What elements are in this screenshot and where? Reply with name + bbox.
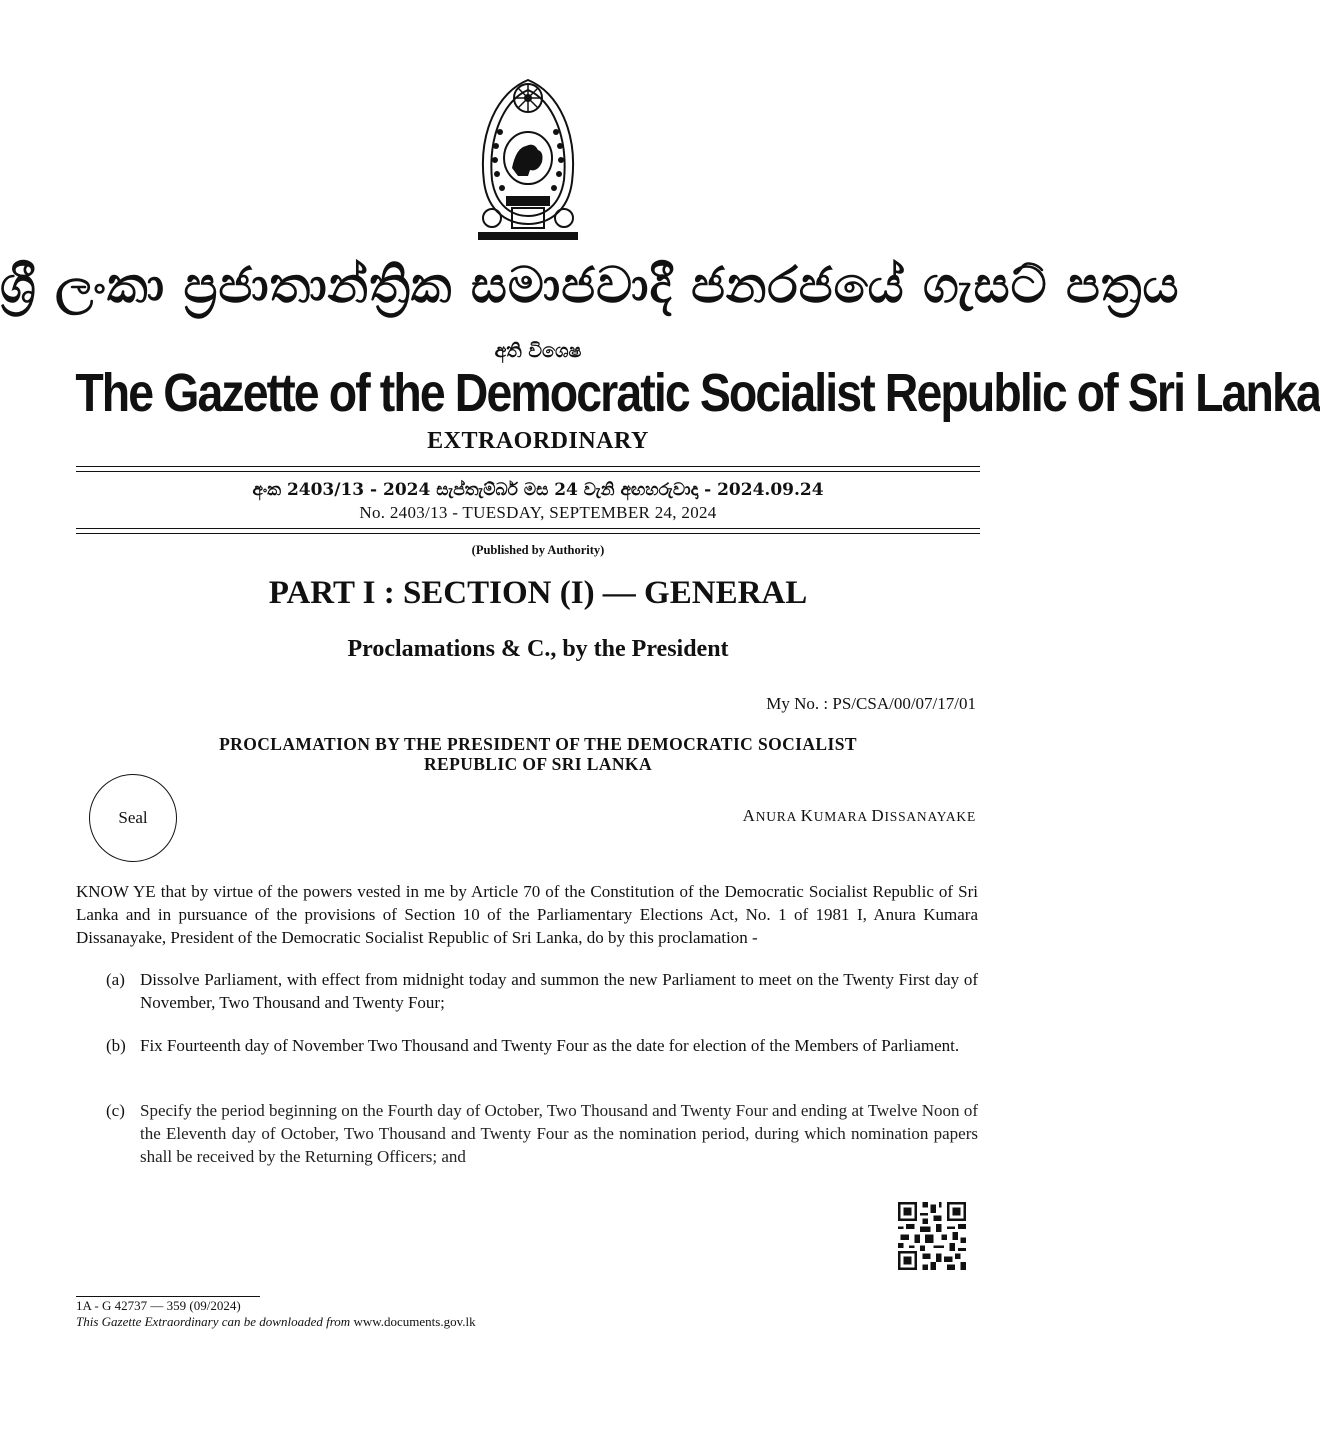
- proclamation-item: [106, 1099, 978, 1168]
- divider: [76, 533, 980, 534]
- qr-code-icon: [898, 1202, 966, 1270]
- gazette-title-sinhala: ශ්‍රී ලංකා ප්‍රජාතාන්ත්‍රික සමාජවාදී ජනරජයේ ගැසට් පත්‍රය: [0, 256, 1180, 314]
- seal-placeholder: [89, 774, 177, 862]
- extraordinary-sinhala: අති විශෙෂ: [494, 340, 582, 362]
- footer-download-text: This Gazette Extraordinary can be downloaded from: [76, 1314, 351, 1329]
- footer-code: 1A - G 42737 — 359 (09/2024): [76, 1298, 241, 1313]
- proclamation-title: [0, 734, 1076, 774]
- divider: [76, 528, 980, 529]
- proclamation-title-line: PROCLAMATION BY THE PRESIDENT OF THE DEMOCRATIC SOCIALIST: [219, 734, 857, 754]
- item-text: Dissolve Parliament, with effect from midnight today and summon the new Parliament to meet on the Twenty First day of November, Two Thousand and Twenty Four;: [140, 970, 978, 1012]
- issue-line-english: No. 2403/13 - TUESDAY, SEPTEMBER 24, 2024: [359, 503, 717, 522]
- extraordinary-label: EXTRAORDINARY: [427, 428, 649, 454]
- item-text: Fix Fourteenth day of November Two Thousand and Twenty Four as the date for election of the Members of Parliament.: [140, 1036, 960, 1055]
- item-text: Specify the period beginning on the Fourth day of October, Two Thousand and Twenty Four and ending at Twelve Noon of the Eleventh day of October, Two Thousand and Twenty Four as the nomination period, during which nomination papers shall be received by the Returning Officers; and: [140, 1101, 978, 1166]
- divider: [76, 466, 980, 467]
- signatory-name: [743, 806, 976, 826]
- footer-divider: [76, 1296, 260, 1297]
- proclamation-item: [106, 1034, 978, 1057]
- reference-number: My No. : PS/CSA/00/07/17/01: [766, 694, 976, 713]
- issue-line-sinhala: අංක 2403/13 - 2024 සැප්තැම්බර් මස 24 වැනි අඟහරුවාදා - 2024.09.24: [252, 480, 824, 500]
- national-emblem-icon: [468, 72, 588, 244]
- proclamation-title-line: REPUBLIC OF SRI LANKA: [424, 754, 652, 774]
- proclamation-intro: KNOW YE that by virtue of the powers vested in me by Article 70 of the Constitution of the Democratic Socialist Republic of Sri Lanka and in pursuance of the provisions of Section 10 of the Parliamentary Elections Act, No. 1 of 1981 I, Anura Kumara Dissanayake, President of the Democratic Socialist Republic of Sri Lanka, do by this proclamation -: [76, 882, 978, 947]
- footer-download-url: www.documents.gov.lk: [353, 1314, 476, 1329]
- section-subheading: Proclamations & C., by the President: [347, 636, 729, 662]
- gazette-title-english: The Gazette of the Democratic Socialist Republic of Sri Lanka: [75, 363, 1320, 423]
- signatory-text: ANURA KUMARA DISSANAYAKE: [742, 806, 976, 825]
- divider: [76, 471, 980, 472]
- published-by-authority: (Published by Authority): [471, 543, 605, 557]
- item-label: (a): [106, 970, 125, 989]
- part-heading: PART I : SECTION (I) — GENERAL: [268, 575, 808, 611]
- seal-label: Seal: [118, 808, 148, 827]
- footer-download-note: [76, 1314, 476, 1330]
- item-label: (b): [106, 1036, 126, 1055]
- proclamation-item: [106, 968, 978, 1014]
- item-label: (c): [106, 1101, 125, 1120]
